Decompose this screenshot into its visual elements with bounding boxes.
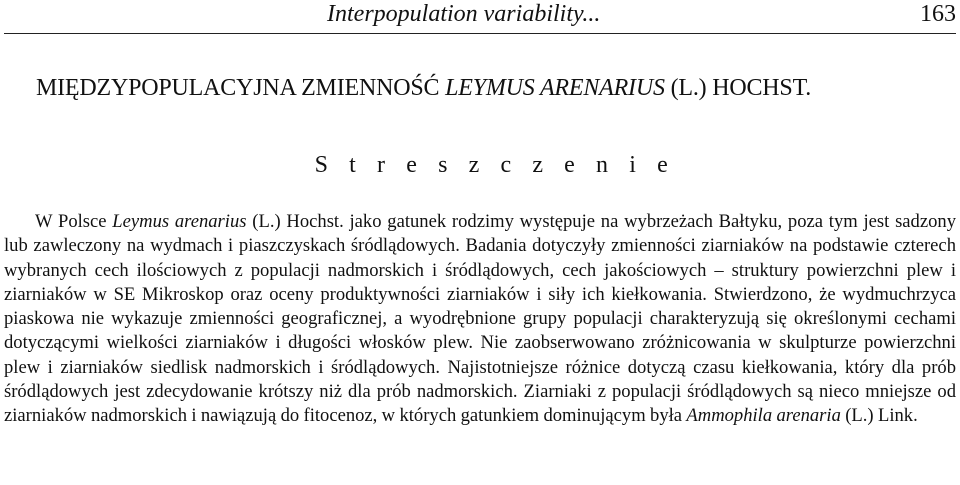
abstract-text-3: (L.) Link. bbox=[840, 405, 918, 427]
abstract-text-2: (L.) Hochst. jako gatunek rodzimy występuje na wybrzeżach Bałtyku, poza tym jest sadzony lub zawleczony na wydmach i piaszczyskach śródlądowych. Badania dotyczyły zmienności ziarniaków na podstawie czterech wybranych cech ilościowych z populacji nadmorskich i śródlądowych, cech jakościowych – struktury powierzchni plew i ziarniaków w SE Mikroskop oraz oceny produktywności ziarniaków i siły ich kiełkowania. Stwierdzono, że wydmuchrzyca piaskowa nie wykazuje zmienności geograficznej, a wyodrębnione grupy populacji charakteryzują się określonymi cechami dotyczącymi wielkości ziarniaków i długości włosków plew. Nie zaobserwowano zróżnicowania w skulpturze powierzchni plew i ziarniaków siedlisk nadmorskich i śródlądowych. Najistotniejsze różnice dotyczą czasu kiełkowania, który dla prób śródlądowych jest zdecydowanie krótszy niż dla prób nadmorskich. Ziarniaki z populacji śródlądowych są nieco mniejsze od ziarniaków nadmorskich i nawiązują do fitocenoz, w których gatunkiem dominującym była bbox=[4, 211, 956, 427]
article-title-suffix: (L.) HOCHST. bbox=[664, 75, 812, 101]
abstract-text-1: W Polsce bbox=[35, 211, 113, 232]
running-head-title: Interpopulation variability... bbox=[327, 1, 601, 27]
article-title-species: LEYMUS ARENARIUS bbox=[445, 75, 665, 101]
article-title bbox=[36, 74, 811, 102]
abstract-paragraph bbox=[4, 210, 956, 429]
abstract-species-1: Leymus arenarius bbox=[112, 211, 247, 232]
section-heading: S t r e s z c z e n i e bbox=[314, 152, 676, 178]
header-rule bbox=[4, 33, 956, 34]
article-title-prefix: MIĘDZYPOPULACYJNA ZMIENNOŚĆ bbox=[36, 75, 446, 101]
running-head bbox=[4, 0, 956, 34]
abstract-species-2: Ammophila arenaria bbox=[686, 405, 841, 427]
page-number: 163 bbox=[920, 1, 956, 27]
